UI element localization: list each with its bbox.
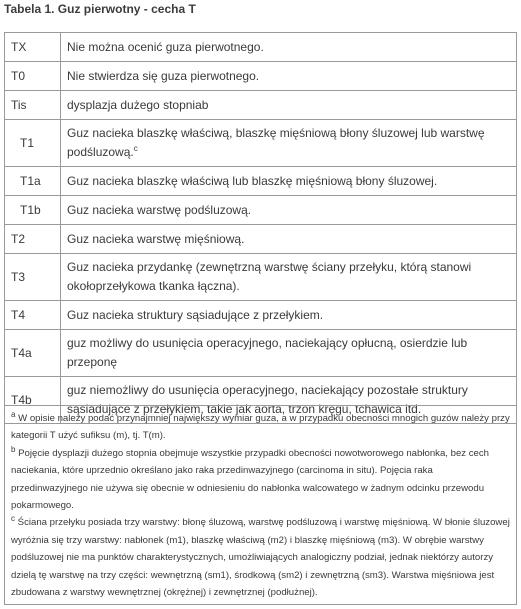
category-code: T4a	[5, 330, 61, 377]
table-row	[5, 167, 517, 196]
footnote-mark: c	[11, 514, 15, 524]
t-category-table	[4, 32, 517, 424]
table-row	[5, 254, 517, 301]
category-code: T3	[5, 254, 61, 301]
footnote-text: W opisie należy podać przynajmniej największy wymiar guza, a w przypadku obecności mnogich guzów należy przy kategorii T użyć sufiksu (m), tj. T(m).	[11, 413, 510, 442]
category-code: T0	[5, 62, 61, 91]
category-description: dysplazja dużego stopniab	[61, 91, 517, 120]
category-description: Guz nacieka warstwę mięśniową.	[61, 225, 517, 254]
category-description: Nie stwierdza się guza pierwotnego.	[61, 62, 517, 91]
category-code: T2	[5, 225, 61, 254]
category-description: guz możliwy do usunięcia operacyjnego, naciekający opłucną, osierdzie lub przeponę	[61, 330, 517, 377]
footnote-text: Pojęcie dysplazji dużego stopnia obejmuje wszystkie przypadki obecności nowotworowego nabłonka, bez cech naciekania, które uprzednio określano jako raka przedinwazyjnego (carcinoma in situ). Pojęcia raka przedinwazyjnego nie używa się obecnie w odniesieniu do nabłonka walcowatego w żadnym odcinku przewodu pokarmowego.	[11, 447, 490, 512]
footnote-mark: a	[11, 409, 16, 419]
footnote-ref: c	[133, 144, 138, 153]
category-description: guz niemożliwy do usunięcia operacyjnego, naciekający pozostałe struktury sąsiadujące z przełykiem, takie jak aorta, trzon kręgu, tchawica itd.	[61, 377, 517, 424]
footnote	[11, 410, 510, 445]
category-description	[61, 120, 517, 167]
table-row	[5, 62, 517, 91]
table-row	[5, 301, 517, 330]
category-code: T4	[5, 301, 61, 330]
footnote	[11, 514, 510, 601]
category-code: T1b	[5, 196, 61, 225]
footnotes	[4, 405, 517, 605]
table-row	[5, 196, 517, 225]
table-title: Tabela 1. Guz pierwotny - cecha T	[4, 2, 196, 16]
table-row	[5, 91, 517, 120]
table-row	[5, 33, 517, 62]
category-code: T4b	[5, 377, 61, 424]
category-description: Guz nacieka blaszkę właściwą lub blaszkę mięśniową błony śluzowej.	[61, 167, 517, 196]
category-description: Guz nacieka warstwę podśluzową.	[61, 196, 517, 225]
category-description-text: Guz nacieka blaszkę właściwą, blaszkę mięśniową błony śluzowej lub warstwę podśluzową.	[67, 126, 485, 159]
table-row	[5, 120, 517, 167]
category-code: T1a	[5, 167, 61, 196]
category-code: T1	[5, 120, 61, 167]
footnote	[11, 445, 510, 515]
footnote-mark: b	[11, 444, 16, 454]
category-code: TX	[5, 33, 61, 62]
table-row	[5, 330, 517, 377]
category-description: Guz nacieka przydankę (zewnętrzną warstwę ściany przełyku, którą stanowi okołoprzełykowa tkanka łączna).	[61, 254, 517, 301]
table-row	[5, 225, 517, 254]
category-description: Nie można ocenić guza pierwotnego.	[61, 33, 517, 62]
category-description: Guz nacieka struktury sąsiadujące z przełykiem.	[61, 301, 517, 330]
category-code: Tis	[5, 91, 61, 120]
footnote-text: Ściana przełyku posiada trzy warstwy: błonę śluzową, warstwę podśluzową i warstwę mięśniową. W błonie śluzowej wyróżnia się trzy warstwy: nabłonek (m1), blaszkę właściwą (m2) i blaszkę mięśniową (m3). W obrębie warstwy podśluzowej nie ma punktów charakterystycznych, umożliwiających analogiczny podział, jednak niektórzy autorzy dzielą tę warstwę na trzy części: wewnętrzną (sm1), środkową (sm2) i zewnętrzną (sm3). Warstwa mięśniowa jest zbudowana z warstwy wewnętrznej (okrężnej) i zewnętrznej (podłużnej).	[11, 517, 510, 599]
